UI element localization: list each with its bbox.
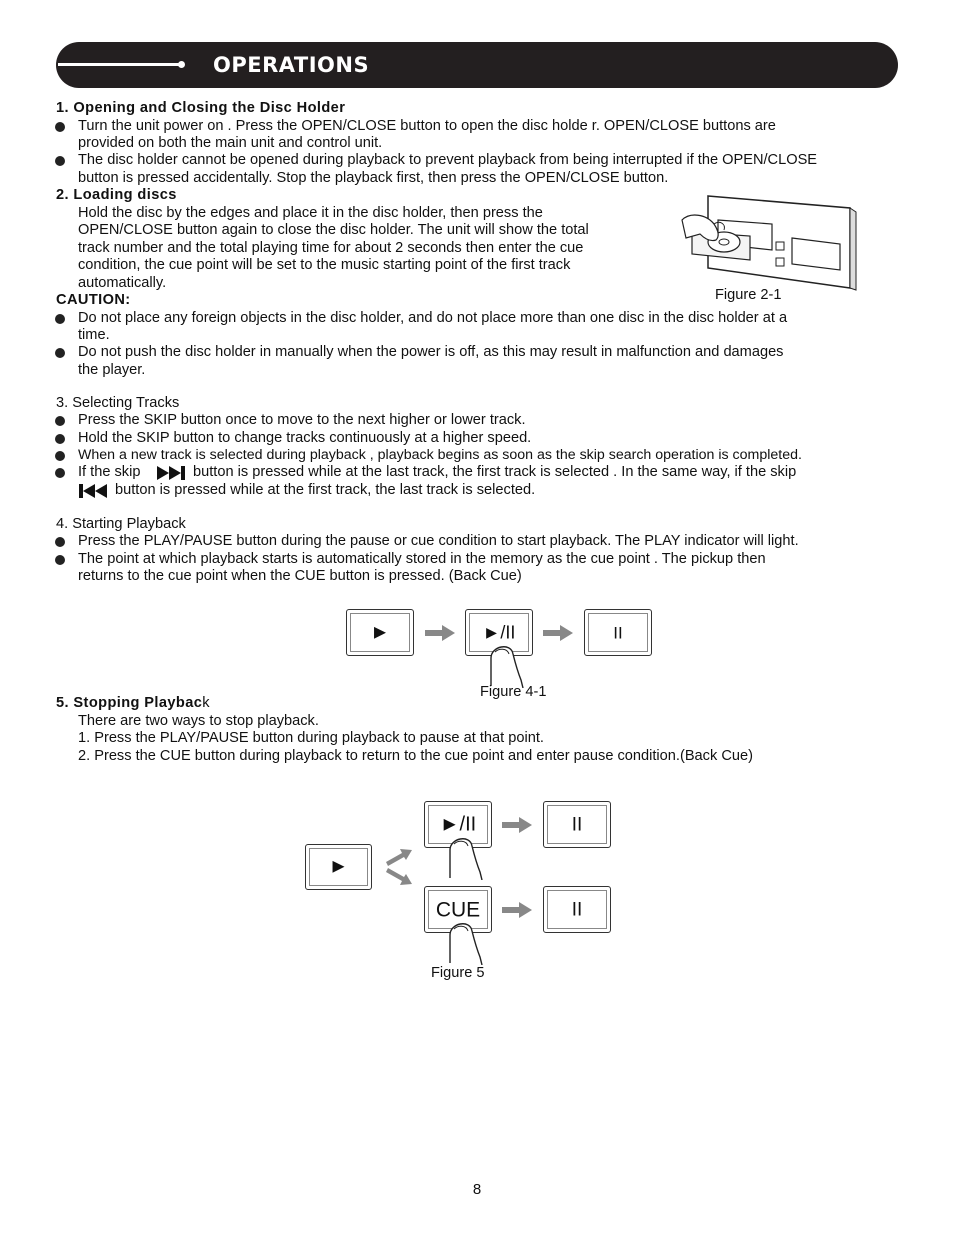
- s2-para-line-4: condition, the cue point will be set to the music starting point of the first track: [78, 257, 571, 273]
- pause-icon: II: [613, 622, 623, 642]
- finger-icon: [487, 640, 527, 688]
- bullet-icon: [55, 468, 65, 478]
- finger-icon: [446, 832, 486, 880]
- s5-line-2: 1. Press the PLAY/PAUSE button during playback to pause at that point.: [78, 730, 544, 746]
- pause-button-illustration: [584, 609, 652, 656]
- s1-bullet-1-line-2: provided on both the main unit and control unit.: [78, 135, 383, 151]
- play-button-illustration: [346, 609, 414, 656]
- arrow-right-icon: [425, 625, 455, 641]
- section-5-heading-bold: 5. Stopping Playbac: [56, 695, 203, 711]
- play-icon: ►: [328, 855, 349, 878]
- caution-bullet-2-line-1: Do not push the disc holder in manually when the power is off, as this may result in malfunction and damages: [78, 344, 784, 360]
- caution-bullet-2-line-2: the player.: [78, 362, 146, 378]
- play-button-illustration: [305, 844, 372, 890]
- s5-line-3: 2. Press the CUE button during playback to return to the cue point and enter pause condition.(Back Cue): [78, 748, 753, 764]
- caution-bullet-1-line-2: time.: [78, 327, 110, 343]
- figure-5-caption: Figure 5: [431, 965, 485, 981]
- bullet-icon: [55, 537, 65, 547]
- section-3-heading: 3. Selecting Tracks: [56, 395, 180, 411]
- bullet-icon: [55, 451, 65, 461]
- pause-button-illustration: [543, 801, 611, 848]
- skip-forward-icon: [156, 465, 186, 481]
- skip-back-icon: [78, 483, 108, 499]
- s3-bullet-4-pre: If the skip: [78, 464, 141, 480]
- s3-bullet-2: Hold the SKIP button to change tracks continuously at a higher speed.: [78, 430, 532, 446]
- pause-icon: II: [571, 813, 583, 835]
- page-number: 8: [472, 1181, 482, 1198]
- play-pause-icon: ►/II: [439, 812, 477, 835]
- caution-heading: CAUTION:: [56, 292, 131, 308]
- figure-4-1-caption: Figure 4-1: [480, 684, 547, 700]
- play-pause-icon: ►/II: [482, 621, 516, 642]
- section-2-heading: 2. Loading discs: [56, 187, 177, 203]
- s2-para-line-3: track number and the total playing time for about 2 seconds then enter the cue: [78, 240, 584, 256]
- s3-bullet-4-line-2: button is pressed while at the first track, the last track is selected.: [115, 482, 536, 498]
- page-title: OPERATIONS: [213, 53, 370, 77]
- s4-bullet-2-line-1: The point at which playback starts is automatically stored in the memory as the cue point . The pickup then: [78, 551, 766, 567]
- disc-holder-illustration: [680, 190, 860, 292]
- bullet-icon: [55, 555, 65, 565]
- bullet-icon: [55, 156, 65, 166]
- caution-bullet-1-line-1: Do not place any foreign objects in the disc holder, and do not place more than one disc in the disc holder at a: [78, 310, 788, 326]
- s2-para-line-1: Hold the disc by the edges and place it in the disc holder, then press the: [78, 205, 543, 221]
- s2-para-line-2: OPEN/CLOSE button again to close the disc holder. The unit will show the total: [78, 222, 589, 238]
- s3-bullet-4-line-1: button is pressed while at the last track, the first track is selected . In the same way, if the skip: [193, 464, 797, 480]
- section-4-heading: 4. Starting Playback: [56, 516, 186, 532]
- s4-bullet-2-line-2: returns to the cue point when the CUE button is pressed. (Back Cue): [78, 568, 522, 584]
- cue-label: CUE: [435, 897, 481, 921]
- bullet-icon: [55, 314, 65, 324]
- s1-bullet-2-line-2: button is pressed accidentally. Stop the playback first, then press the OPEN/CLOSE button.: [78, 170, 669, 186]
- arrow-right-icon: [502, 817, 532, 833]
- s3-bullet-1: Press the SKIP button once to move to the next higher or lower track.: [78, 412, 526, 428]
- section-1-heading: 1. Opening and Closing the Disc Holder: [56, 100, 346, 116]
- s1-bullet-2-line-1: The disc holder cannot be opened during playback to prevent playback from being interrupted if the OPEN/CLOSE: [78, 152, 818, 168]
- section-5-heading: [56, 695, 210, 713]
- s4-bullet-1: Press the PLAY/PAUSE button during the pause or cue condition to start playback. The PLAY indicator will light.: [78, 533, 799, 549]
- play-icon: ►: [370, 620, 390, 643]
- banner-line: [58, 63, 182, 66]
- bullet-icon: [55, 122, 65, 132]
- s3-bullet-3: When a new track is selected during playback , playback begins as soon as the skip search operation is completed.: [78, 447, 802, 463]
- s5-line-1: There are two ways to stop playback.: [78, 713, 319, 729]
- s2-para-line-5: automatically.: [78, 275, 167, 291]
- bullet-icon: [55, 348, 65, 358]
- banner-dot: [178, 61, 185, 68]
- arrow-right-icon: [543, 625, 573, 641]
- pause-icon: II: [571, 898, 583, 920]
- split-arrows-icon: [384, 848, 414, 886]
- s1-bullet-1-line-1: Turn the unit power on . Press the OPEN/CLOSE button to open the disc holde r. OPEN/CLOSE buttons are: [78, 118, 776, 134]
- section-5-heading-rest: k: [202, 695, 210, 711]
- arrow-right-icon: [502, 902, 532, 918]
- bullet-icon: [55, 434, 65, 444]
- bullet-icon: [55, 416, 65, 426]
- finger-icon: [446, 917, 486, 965]
- figure-2-1-caption: Figure 2-1: [715, 287, 782, 303]
- pause-button-illustration: [543, 886, 611, 933]
